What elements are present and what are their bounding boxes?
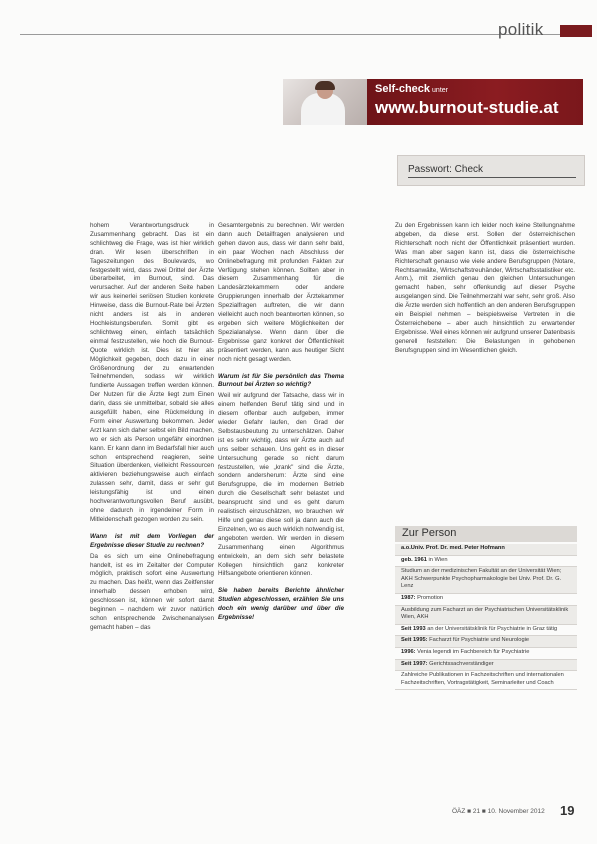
article-column-1	[90, 222, 214, 633]
person-entry: 1987: Promotion	[395, 594, 577, 606]
article-column-2	[218, 222, 344, 625]
paragraph: hohem Verantwortungsdruck in Zusammenhang gebracht. Das ist ein schlichtweg die Frage, was ist hier wirklich dran. Wir lesen überschriften in Tageszeitungen des Boulevards, wo festgestellt wird, dass zwei Drittel der Ärzte überarbeitet, im Burnout, sind. Das verursacher. Auf der anderen Seite haben wir aus keinerlei seriösen Studien konkrete Hinweise, dass die Burnout-Rate bei Ärzten nicht anders ist als in anderen Hochleistungsberufen. Somit gibt es schlichtweg einen, einfach tatsächlich einmal festzustellen, wie hoch die Burnout-Quote wirklich ist. Dies ist hier als Möglichkeit gegeben, doch dazu in einer Größenordnung der zu erwartenden Teilnehmenden, sodass wir wirklich fundierte Aussagen treffen werden können. Der Nutzen für die Ärzte liegt zum Einen darin, dass sie unmittelbar, sobald sie alles ausgefüllt haben, eine Rückmeldung in Form einer Auswertung bekommen. Jeder Arzt kann sich daher selbst ein Bild machen, wo er sich als Person ungefähr einordnen kann. Er kann dann im Bedarfsfall hier auch schon entsprechend reagieren, seine Situation überdenken, vielleicht Ressourcen aktivieren beziehungsweise auch einfach zulassen sehr, damit, dass er sehr gut leistungsfähig ist und einen hochverantwortungsvollen Beruf ausübt, ohne dadurch in irgendeiner Form in Mitleidenschaft gezogen worden zu sein.	[90, 222, 214, 523]
banner-text-panel	[367, 79, 583, 125]
page-number: 19	[560, 803, 575, 818]
section-color-bar	[560, 25, 592, 37]
person-entry: geb. 1961 in Wien	[395, 556, 577, 568]
person-box-title: Zur Person	[402, 527, 457, 539]
person-entry: a.o.Univ. Prof. Dr. med. Peter Hofmann	[395, 544, 577, 556]
person-entry: Seit 1995: Facharzt für Psychiatrie und Neurologie	[395, 636, 577, 648]
footer-issue: ÖÄZ ■ 21 ■ 10. November 2012	[452, 808, 545, 815]
person-entry: Seit 1997: Gerichtssachverständiger	[395, 660, 577, 672]
person-box-header	[395, 526, 577, 542]
article-column-3	[395, 222, 575, 356]
paragraph: Gesamtergebnis zu berechnen. Wir werden dann auch Detailfragen analysieren und gehen davon aus, dass wir dann sehr bald, ein paar Wochen nach Abschluss der Onlinebefragung mit profunden Fakten zur Verfügung stehen können. Sollten aber in diesem Zusammenhang für die Landesärztekammern oder andere Gruppierungen innerhalb der Ärztekammer Spezialfragen auftreten, die wir dann vielleicht auch noch beantworten können, so ergeben sich weitere Möglichkeiten der Spezialanalyse. Wenn dann über die Ergebnisse ganz konkret der Öffentlichkeit präsentiert werden, kann aus heutiger Sicht noch nicht gesagt werden.	[218, 222, 344, 363]
password-label: Passwort: Check	[408, 164, 484, 175]
password-box	[397, 155, 585, 186]
person-entry: Zahlreiche Publikationen in Fachzeitschriften und internationalen Fachzeitschriften, Vortragstätigkeit, Seminarleiter und Coach	[395, 671, 577, 690]
banner-prefix: Self-check unter	[375, 83, 448, 95]
section-label: politik	[498, 20, 544, 39]
banner-url[interactable]: www.burnout-studie.at	[375, 98, 559, 117]
interview-question: Warum ist für Sie persönlich das Thema Burnout bei Ärzten so wichtig?	[218, 372, 344, 389]
interview-question: Wann ist mit dem Vorliegen der Ergebnisse dieser Studie zu rechnen?	[90, 532, 214, 549]
paragraph: Weil wir aufgrund der Tatsache, dass wir in einem helfenden Beruf tätig sind und in diesem offenbar auch aufgeben, immer wieder Gefahr laufen, den Grad der Selbstausbeutung zu unterschätzen. Daher ist es sehr wichtig, dass wir Ärzte auch auf uns selber schauen. Uns geht es in dieser Untersuchung gerade so nicht darum festzustellen, wie „krank" sind die Ärzte, sondern andersherum: Ärzte sind eine Berufsgruppe, die im modernen Betrieb durch die Gesellschaft sehr belastet und beansprucht sind und es geht darum realistisch einzuschätzen, wo brauchen wir Hilfe und genau diese soll ja dann auch die Einzelnen, wo es auch wirklich notwendig ist, angeboten werden. Wir werden in diesem Zusammenhang einen Algorithmus entwickeln, an dem sich sehr belastete Kollegen hinsichtlich ganz konkreter Hilfsangebote orientieren können.	[218, 392, 344, 578]
person-entry: 1996: Venia legendi im Fachbereich für Psychiatrie	[395, 648, 577, 660]
header-rule	[20, 34, 575, 35]
person-entry: Studium an der medizinischen Fakultät an der Universität Wien; AKH Schwerpunkte Psychopharmakologie bei Univ. Prof. Dr. G. Lenz	[395, 567, 577, 594]
paragraph: Da es sich um eine Onlinebefragung handelt, ist es im Zeitalter der Computer möglich, praktisch sofort eine Auswertung zu machen. Das heißt, wenn das Zeitfenster innerhalb dessen erhoben wird, geschlossen ist, können wir sofort damit beginnen – nachdem wir zuvor natürlich schon entsprechende Zwischenanalysen gemacht haben – das	[90, 552, 214, 631]
person-entry: Ausbildung zum Facharzt an der Psychiatrischen Universitätsklinik Wien, AKH	[395, 606, 577, 625]
interview-question: Sie haben bereits Berichte ähnlicher Studien abgeschlossen, erzählen Sie uns doch ein wenig darüber und über die Ergebnisse!	[218, 587, 344, 622]
password-underline	[408, 177, 576, 178]
doctor-photo	[283, 79, 367, 125]
self-check-banner[interactable]	[283, 79, 583, 125]
paragraph: Zu den Ergebnissen kann ich leider noch keine Stellungnahme abgeben, da diese erst. Sollen der österreichischen Richterschaft noch nicht der Öffentlichkeit präsentiert wurden. Was man aber sagen kann ist, dass die österreichische Richterschaft genauso wie viele andere Berufsgruppen (Notare, Rechtsanwälte, Wirtschaftstreuhänder, Wirtschaftsstatistiker etc. Anm.), mit ziemlich genau den gleichen Untersuchungen gemacht haben, sehr offenkundig auf dieser Psyche ausgelangen sind. Die Teilnehmerzahl war sehr, sehr groß. Also die Ärzte werden sich hoffentlich an den anderen Berufsgruppen ein Beispiel nehmen – beispielsweise Vertreten in die Österreichebene – aber auch hinsichtlich zu erwartender Ergebnisse. Weil eines können wir aufgrund unserer Datenbasis generell feststellen: Die Belastungen in gehobenen Berufsgruppen sind im Wesentlichen gleich.	[395, 222, 575, 354]
person-entry: Seit 1993 an der Universitätsklinik für Psychiatrie in Graz tätig	[395, 625, 577, 637]
doctor-hair	[315, 81, 335, 90]
person-entries	[395, 544, 577, 690]
